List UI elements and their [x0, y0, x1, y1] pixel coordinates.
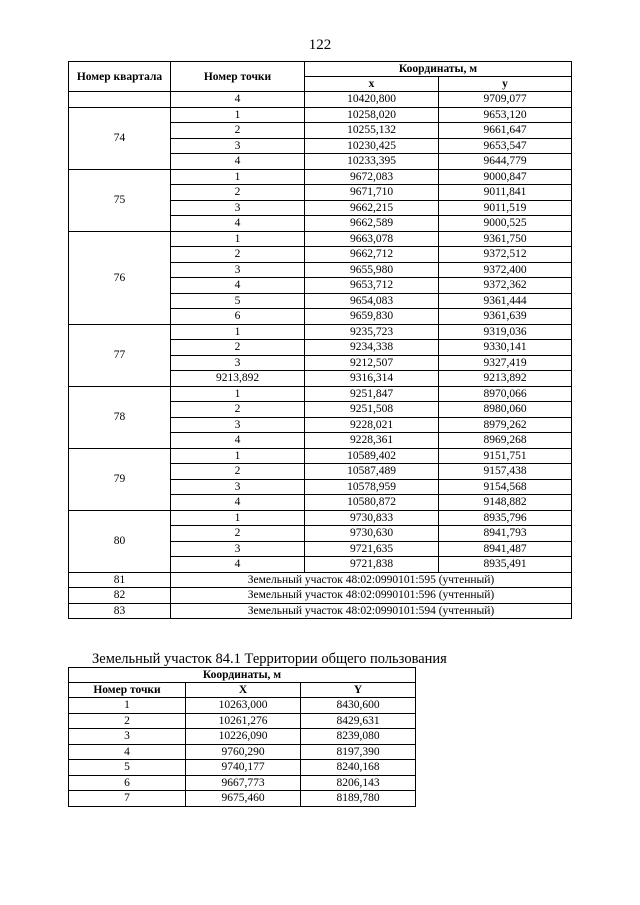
y-cell: 9361,750 — [439, 231, 572, 247]
x-cell: 9228,361 — [305, 433, 439, 449]
y-cell: 8197,390 — [301, 744, 416, 760]
table-row — [69, 107, 572, 123]
point-cell: 1 — [171, 107, 305, 123]
point-cell: 4 — [171, 495, 305, 511]
table-row — [69, 729, 416, 745]
y-cell: 9653,547 — [439, 138, 572, 154]
x-cell: 9730,833 — [305, 510, 439, 526]
y-cell: 8189,780 — [301, 791, 416, 807]
table-row — [69, 588, 572, 604]
x-cell: 9653,712 — [305, 278, 439, 294]
land-plot-note: Земельный участок 48:02:0990101:594 (учтенный) — [171, 603, 572, 619]
point-cell: 1 — [69, 698, 186, 714]
quarter-cell: 76 — [69, 231, 171, 324]
section-subtitle: Земельный участок 84.1 Территории общего пользования — [92, 651, 447, 667]
point-cell: 2 — [171, 123, 305, 139]
y-cell: 9000,525 — [439, 216, 572, 232]
y-cell: 9157,438 — [439, 464, 572, 480]
x-header: X — [186, 683, 301, 698]
y-cell: 9151,751 — [439, 448, 572, 464]
y-cell: 9661,647 — [439, 123, 572, 139]
x-cell: 10578,959 — [305, 479, 439, 495]
x-cell: 9655,980 — [305, 262, 439, 278]
quarter-number-header: Номер квартала — [69, 62, 171, 92]
quarters-table-body — [69, 92, 572, 619]
point-cell: 4 — [171, 433, 305, 449]
table-row — [69, 603, 572, 619]
point-cell: 3 — [171, 355, 305, 371]
x-cell: 9760,290 — [186, 744, 301, 760]
y-cell: 8979,262 — [439, 417, 572, 433]
x-cell: 9667,773 — [186, 775, 301, 791]
y-cell: 9154,568 — [439, 479, 572, 495]
quarter-cell: 82 — [69, 588, 171, 604]
table-row — [69, 744, 416, 760]
quarter-cell: 75 — [69, 169, 171, 231]
x-cell: 10226,090 — [186, 729, 301, 745]
point-cell: 3 — [171, 262, 305, 278]
table-row — [69, 713, 416, 729]
point-cell: 1 — [171, 386, 305, 402]
y-cell: 8239,080 — [301, 729, 416, 745]
y-cell: 9000,847 — [439, 169, 572, 185]
y-cell: 9148,882 — [439, 495, 572, 511]
x-cell: 9730,630 — [305, 526, 439, 542]
x-cell: 9662,215 — [305, 200, 439, 216]
point-cell: 5 — [69, 760, 186, 776]
point-cell: 4 — [171, 278, 305, 294]
y-cell: 8935,796 — [439, 510, 572, 526]
point-cell: 3 — [171, 417, 305, 433]
table-row — [69, 572, 572, 588]
x-cell: 9662,589 — [305, 216, 439, 232]
x-cell: 9251,508 — [305, 402, 439, 418]
x-cell: 9234,338 — [305, 340, 439, 356]
point-cell: 4 — [171, 154, 305, 170]
point-cell: 1 — [171, 324, 305, 340]
table-row — [69, 510, 572, 526]
quarter-cell: 83 — [69, 603, 171, 619]
x-cell: 9740,177 — [186, 760, 301, 776]
y-header: Y — [301, 683, 416, 698]
coordinates-header: Координаты, м — [69, 668, 416, 683]
point-cell: 6 — [171, 309, 305, 325]
x-cell: 10230,425 — [305, 138, 439, 154]
y-cell: 8980,060 — [439, 402, 572, 418]
coordinates-header: Координаты, м — [305, 62, 572, 77]
land-plot-note: Земельный участок 48:02:0990101:596 (учтенный) — [171, 588, 572, 604]
point-cell: 2 — [69, 713, 186, 729]
table-row — [69, 169, 572, 185]
x-cell: 10255,132 — [305, 123, 439, 139]
table-row — [69, 386, 572, 402]
point-cell: 1 — [171, 510, 305, 526]
table-row — [69, 92, 572, 108]
table-row — [69, 775, 416, 791]
x-cell: 9721,635 — [305, 541, 439, 557]
table-row — [69, 231, 572, 247]
x-header: x — [305, 77, 439, 92]
y-cell: 9361,444 — [439, 293, 572, 309]
y-cell: 9330,141 — [439, 340, 572, 356]
point-cell: 3 — [69, 729, 186, 745]
y-cell: 9372,400 — [439, 262, 572, 278]
y-cell: 9011,841 — [439, 185, 572, 201]
land-plot-coordinates-table — [68, 667, 416, 807]
y-cell: 8240,168 — [301, 760, 416, 776]
x-cell: 9212,507 — [305, 355, 439, 371]
quarter-cell: 81 — [69, 572, 171, 588]
point-cell: 3 — [171, 200, 305, 216]
point-cell: 9213,892 — [171, 371, 305, 387]
x-cell: 9235,723 — [305, 324, 439, 340]
x-cell: 10580,872 — [305, 495, 439, 511]
x-cell: 9654,083 — [305, 293, 439, 309]
quarter-cell: 77 — [69, 324, 171, 386]
y-cell: 8429,631 — [301, 713, 416, 729]
y-cell: 9327,419 — [439, 355, 572, 371]
point-cell: 2 — [171, 526, 305, 542]
point-cell: 5 — [171, 293, 305, 309]
point-cell: 1 — [171, 169, 305, 185]
point-cell: 2 — [171, 247, 305, 263]
y-cell: 9644,779 — [439, 154, 572, 170]
y-cell: 9372,362 — [439, 278, 572, 294]
table-row — [69, 698, 416, 714]
x-cell: 10258,020 — [305, 107, 439, 123]
y-cell: 9213,892 — [439, 371, 572, 387]
y-cell: 9319,036 — [439, 324, 572, 340]
x-cell: 9675,460 — [186, 791, 301, 807]
quarters-coordinates-table — [68, 61, 572, 619]
point-cell: 4 — [171, 216, 305, 232]
point-cell: 4 — [171, 557, 305, 573]
y-cell: 9011,519 — [439, 200, 572, 216]
point-cell: 7 — [69, 791, 186, 807]
x-cell: 10420,800 — [305, 92, 439, 108]
y-cell: 9361,639 — [439, 309, 572, 325]
y-cell: 8935,491 — [439, 557, 572, 573]
y-cell: 8969,268 — [439, 433, 572, 449]
land-plot-table-body — [69, 698, 416, 807]
land-plot-note: Земельный участок 48:02:0990101:595 (учтенный) — [171, 572, 572, 588]
x-cell: 9316,314 — [305, 371, 439, 387]
point-cell: 6 — [69, 775, 186, 791]
x-cell: 9659,830 — [305, 309, 439, 325]
quarter-cell: 74 — [69, 107, 171, 169]
x-cell: 10261,276 — [186, 713, 301, 729]
x-cell: 9671,710 — [305, 185, 439, 201]
y-cell: 8941,487 — [439, 541, 572, 557]
quarter-cell: 80 — [69, 510, 171, 572]
x-cell: 9663,078 — [305, 231, 439, 247]
point-cell: 3 — [171, 138, 305, 154]
x-cell: 9672,083 — [305, 169, 439, 185]
point-cell: 2 — [171, 340, 305, 356]
table-row — [69, 760, 416, 776]
point-cell: 1 — [171, 448, 305, 464]
table-row — [69, 791, 416, 807]
point-number-header: Номер точки — [69, 683, 186, 698]
y-cell: 9709,077 — [439, 92, 572, 108]
y-cell: 8941,793 — [439, 526, 572, 542]
point-cell: 2 — [171, 185, 305, 201]
x-cell: 9251,847 — [305, 386, 439, 402]
quarter-cell — [69, 92, 171, 108]
table-row — [69, 324, 572, 340]
x-cell: 10589,402 — [305, 448, 439, 464]
y-cell: 8430,600 — [301, 698, 416, 714]
x-cell: 9721,838 — [305, 557, 439, 573]
x-cell: 10587,489 — [305, 464, 439, 480]
point-cell: 2 — [171, 402, 305, 418]
y-header: y — [439, 77, 572, 92]
point-cell: 4 — [171, 92, 305, 108]
point-cell: 4 — [69, 744, 186, 760]
x-cell: 10263,000 — [186, 698, 301, 714]
page-number: 122 — [308, 37, 332, 53]
table-row — [69, 448, 572, 464]
y-cell: 9372,512 — [439, 247, 572, 263]
quarter-cell: 79 — [69, 448, 171, 510]
x-cell: 9662,712 — [305, 247, 439, 263]
x-cell: 9228,021 — [305, 417, 439, 433]
y-cell: 8970,066 — [439, 386, 572, 402]
point-cell: 3 — [171, 479, 305, 495]
point-cell: 2 — [171, 464, 305, 480]
point-number-header: Номер точки — [171, 62, 305, 92]
quarter-cell: 78 — [69, 386, 171, 448]
point-cell: 3 — [171, 541, 305, 557]
x-cell: 10233,395 — [305, 154, 439, 170]
y-cell: 9653,120 — [439, 107, 572, 123]
y-cell: 8206,143 — [301, 775, 416, 791]
point-cell: 1 — [171, 231, 305, 247]
